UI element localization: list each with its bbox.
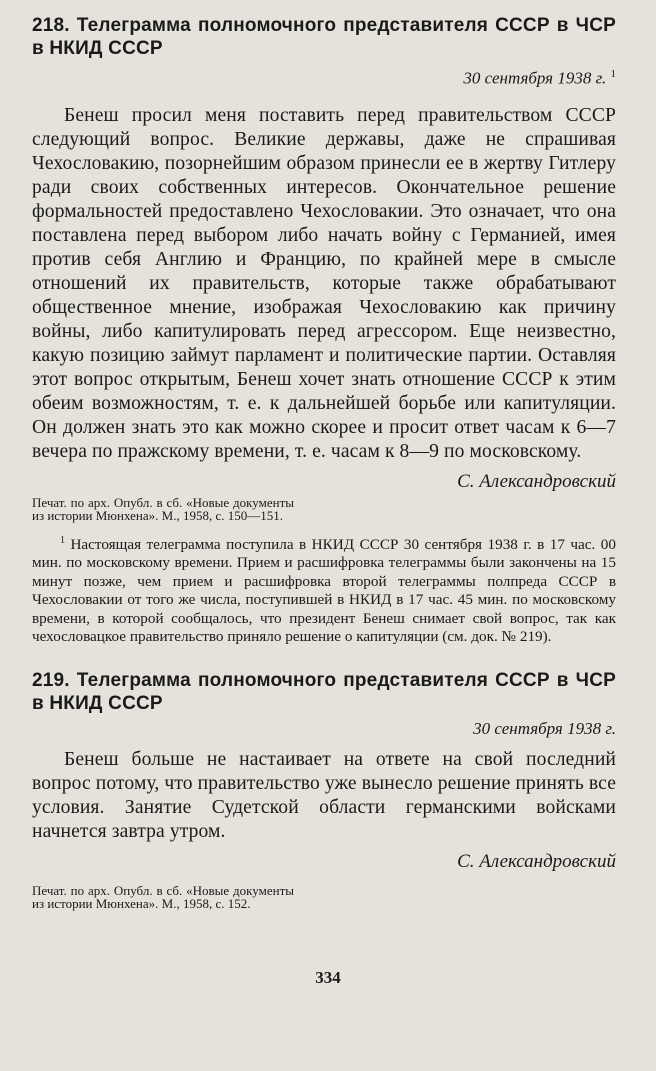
document-219-body: Бенеш больше не настаивает на ответе на свой последний вопрос потому, что правительство уже вынесло решение принять все условия. Занятие Судетской области германскими войсками начнется завтра утром. bbox=[32, 748, 616, 842]
document-219-source: Печат. по арх. Опубл. в сб. «Новые документы из истории Мюнхена». М., 1958, с. 152. bbox=[32, 882, 294, 911]
document-218-date: 30 сентября 1938 г. bbox=[463, 68, 607, 88]
footnote-mark: 1 bbox=[60, 534, 65, 546]
document-218-date-line bbox=[32, 63, 616, 90]
document-218-footnote bbox=[32, 532, 616, 647]
document-218-source: Печат. по арх. Опубл. в сб. «Новые документы из истории Мюнхена». М., 1958, с. 150—151. bbox=[32, 494, 294, 523]
document-218 bbox=[32, 14, 616, 647]
document-219-date: 30 сентября 1938 г. bbox=[473, 718, 616, 738]
document-218-signature: С. Александровский bbox=[457, 470, 616, 492]
document-218-date-footnote-mark: 1 bbox=[610, 68, 616, 80]
document-219-signature: С. Александровский bbox=[457, 850, 616, 872]
footnote-text: Настоящая телеграмма поступила в НКИД СССР 30 сентября 1938 г. в 17 час. 00 мин. по московскому времени. Прием и расшифровка телеграммы были закончены на 15 минут позже, чем прием и расшифровка второй телеграммы полпреда СССР в Чехословакии от того же числа, поступившей в НКИД в 17 час. 45 мин. по московскому времени, в которой сообщалось, что президент Бенеш снимает свой вопрос, так как чехословацкое правительство приняло решение о капитуляции (см. док. № 219). bbox=[32, 535, 616, 646]
document-218-heading: 218. Телеграмма полномочного представителя СССР в ЧСР в НКИД СССР bbox=[32, 15, 616, 59]
document-219 bbox=[32, 669, 616, 910]
page-number: 334 bbox=[315, 968, 341, 987]
document-218-body: Бенеш просил меня поставить перед правительством СССР следующий вопрос. Великие державы, даже не спрашивая Чехословакию, позорнейшим образом принесли ее в жертву Гитлеру ради своих собственных интересов. Окончательное решение формальностей предоставлено Чехословакии. Это означает, что она поставлена перед выбором либо начать войну с Германией, имея против себя Англию и Францию, по крайней мере в смысле отношений их правительств, которые также обрабатывают общественное мнение, изображая Чехословакию как причину войны, либо капитулировать перед агрессором. Еще неизвестно, какую позицию займут парламент и политические партии. Оставляя этот вопрос открытым, Бенеш хочет знать отношение СССР к этим обеим возможностям, т. е. к дальнейшей борьбе или капитуляции. Он должен знать это как можно скорее и просит ответ часам к 6—7 вечера по пражскому времени, т. е. часам к 8—9 по московскому. bbox=[32, 104, 616, 462]
document-219-heading: 219. Телеграмма полномочного представителя СССР в ЧСР в НКИД СССР bbox=[32, 669, 616, 714]
